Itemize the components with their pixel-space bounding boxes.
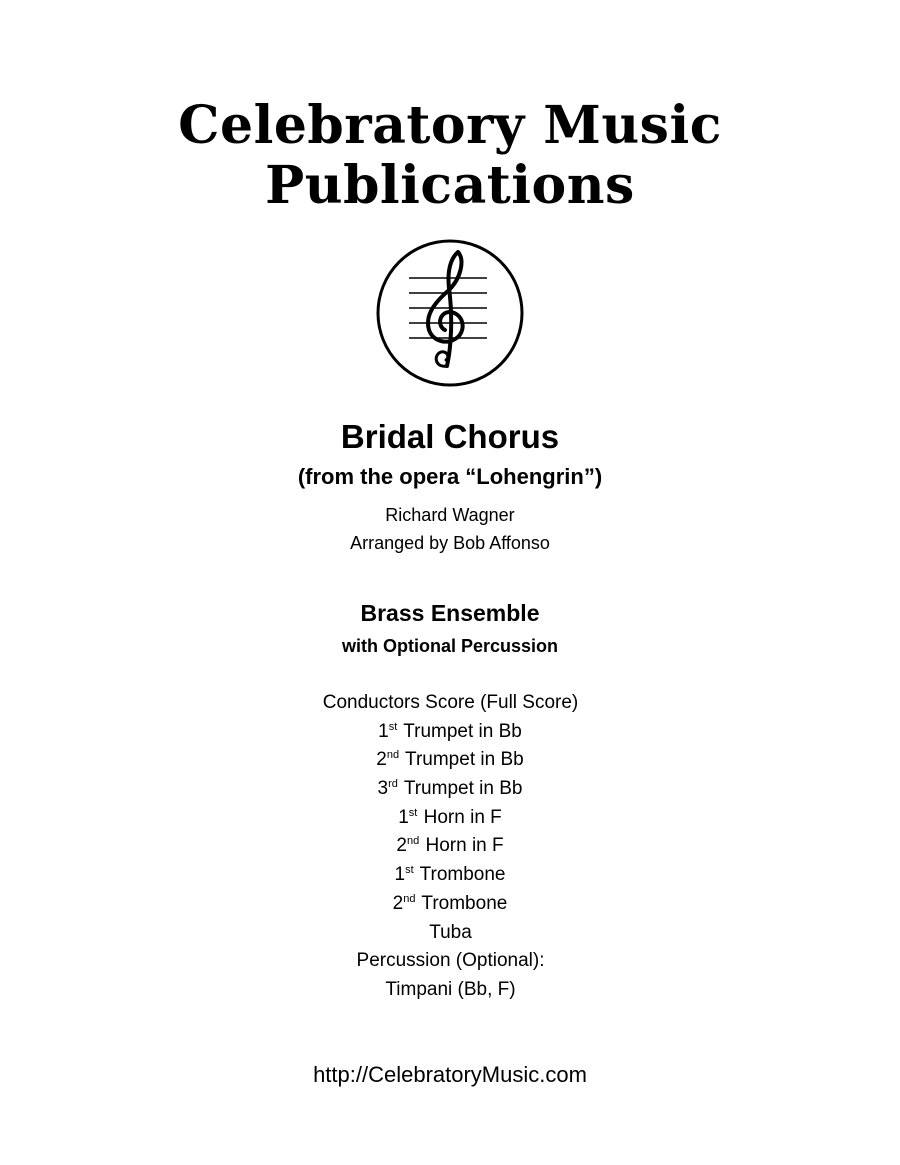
part-item: 2nd Trumpet in Bb [376,749,524,771]
part-item: Conductors Score (Full Score) [322,692,579,713]
part-item: 2nd Horn in F [396,835,504,857]
part-item: 1st Trombone [394,864,506,886]
treble-clef-icon [375,238,525,388]
part-item: Percussion (Optional): [356,950,545,972]
part-item: Timpani (Bb, F) [385,978,516,1000]
part-item: 1st Horn in F [398,806,502,828]
ensemble-name: Brass Ensemble [360,600,540,626]
ensemble-note: with Optional Percussion [341,636,559,656]
composer-name: Richard Wagner [385,505,515,525]
arranger-credit: Arranged by Bob Affonso [350,533,550,553]
part-item: 1st Trumpet in Bb [378,720,522,742]
part-item: 3rd Trumpet in Bb [377,778,523,800]
piece-subtitle: (from the opera “Lohengrin”) [297,464,603,489]
part-item: 2nd Trombone [392,892,508,914]
piece-title: Bridal Chorus [340,418,560,455]
website-url: http://CelebratoryMusic.com [313,1062,587,1087]
parts-list [0,689,900,1005]
publisher-name [0,96,900,216]
part-item: Tuba [429,921,472,943]
publisher-line-1: Celebratory Music [178,95,722,156]
publisher-line-2: Publications [265,155,635,216]
